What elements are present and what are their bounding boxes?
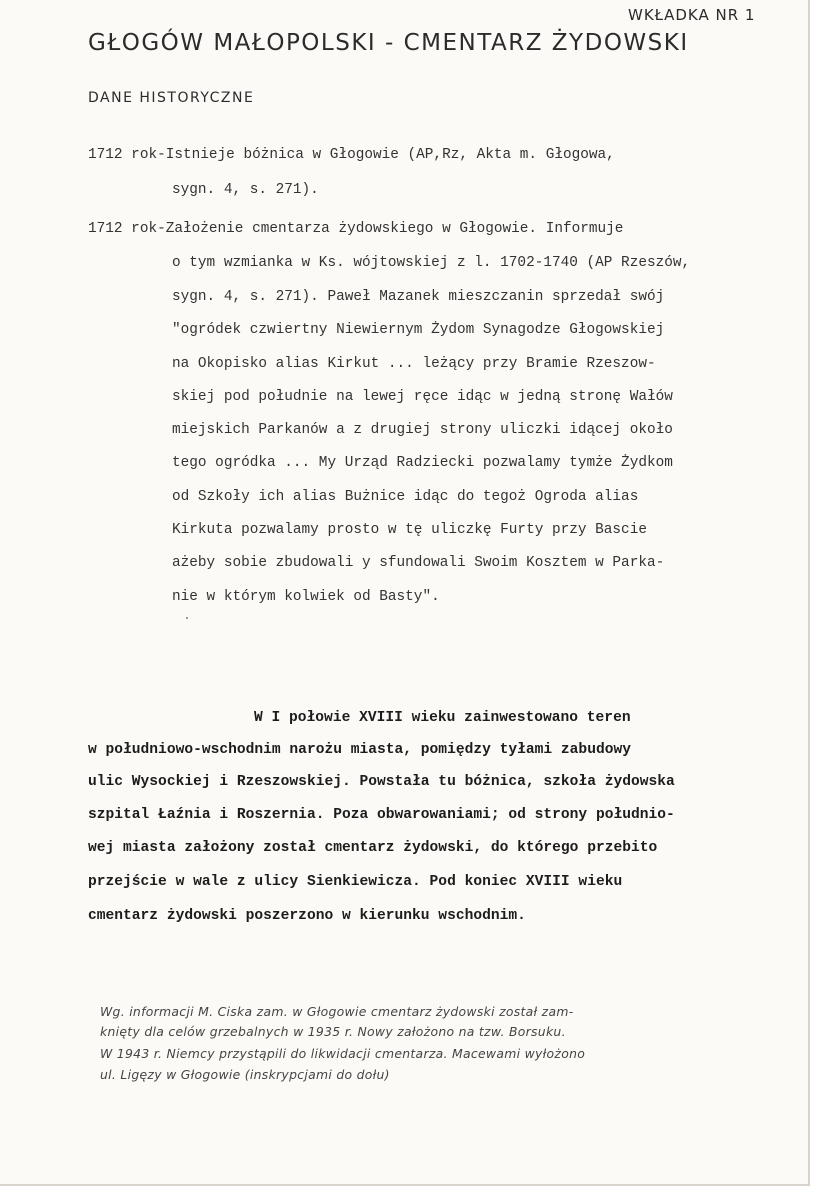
paragraph-line-5: wej miasta założony został cmentarz żydowski, do którego przebito [88,840,658,856]
paragraph-line-4: szpital Łaźnia i Roszernia. Poza obwarowaniami; od strony południo- [88,807,675,823]
entry-2-line-12: nie w którym kolwiek od Basty". [172,589,440,605]
entry-2-line-9: od Szkoły ich alias Bużnice idąc do tegoż Ogroda alias [172,489,639,505]
paragraph-line-1: W I połowie XVIII wieku zainwestowano teren [254,710,631,726]
paragraph-line-6: przejście w wale z ulicy Sienkiewicza. Pod koniec XVIII wieku [88,874,623,890]
insert-number-label: WKŁADKA NR 1 [628,6,756,24]
entry-2-line-8: tego ogródka ... My Urząd Radziecki pozwalamy tymże Żydkom [172,455,673,471]
paper-speck [186,617,188,619]
handwritten-note-line-4: ul. Ligęzy w Głogowie (inskrypcjami do dołu) [100,1067,390,1082]
entry-2-line-7: miejskich Parkanów a z drugiej strony uliczki idącej około [172,422,673,438]
document-title: GŁOGÓW MAŁOPOLSKI - CMENTARZ ŻYDOWSKI [88,30,689,56]
entry-2-line-3: sygn. 4, s. 271). Paweł Mazanek mieszczanin sprzedał swój [172,289,665,305]
paragraph-line-3: ulic Wysockiej i Rzeszowskiej. Powstała tu bóżnica, szkoła żydowska [88,774,675,790]
entry-2-line-10: Kirkuta pozwalamy prosto w tę uliczkę Furty przy Bascie [172,522,647,538]
paragraph-line-2: w południowo-wschodnim narożu miasta, pomiędzy tyłami zabudowy [88,742,631,758]
paragraph-line-7: cmentarz żydowski poszerzono w kierunku wschodnim. [88,908,526,924]
entry-2-line-11: ażeby sobie zbudowali y sfundowali Swoim Kosztem w Parka- [172,555,665,571]
entry-1-line-1: 1712 rok-Istnieje bóżnica w Głogowie (AP,Rz, Akta m. Głogowa, [88,147,615,163]
entry-2-line-5: na Okopisko alias Kirkut ... leżący przy Bramie Rzeszow- [172,356,656,372]
entry-2-line-2: o tym wzmianka w Ks. wójtowskiej z l. 1702-1740 (AP Rzeszów, [172,255,691,271]
handwritten-note-line-1: Wg. informacji M. Ciska zam. w Głogowie cmentarz żydowski został zam- [100,1004,574,1019]
handwritten-note-line-2: knięty dla celów grzebalnych w 1935 r. Nowy założono na tzw. Borsuku. [100,1024,566,1039]
handwritten-note-line-3: W 1943 r. Niemcy przystąpili do likwidacji cmentarza. Macewami wyłożono [100,1046,586,1061]
entry-1-line-2: sygn. 4, s. 271). [172,182,319,198]
section-heading: DANE HISTORYCZNE [88,90,255,106]
entry-2-line-6: skiej pod południe na lewej ręce idąc w jedną stronę Wałów [172,389,673,405]
entry-2-line-4: "ogródek czwiertny Niewiernym Żydom Synagodze Głogowskiej [172,322,665,338]
entry-2-line-1: 1712 rok-Założenie cmentarza żydowskiego w Głogowie. Informuje [88,221,624,237]
